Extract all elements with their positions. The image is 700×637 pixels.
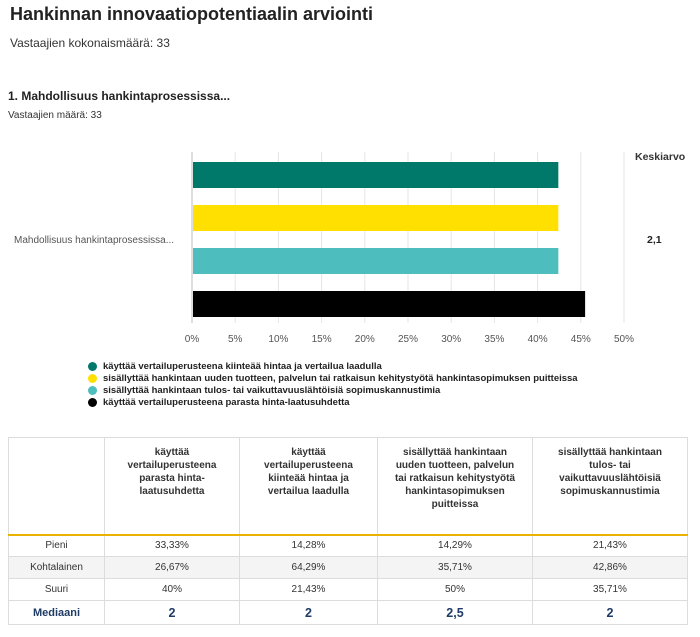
legend-swatch [88, 386, 97, 395]
bar-chart [0, 140, 700, 355]
table-cell: 26,67% [105, 557, 240, 579]
table-header-cell: sisällyttää hankintaan tulos- tai vaikuttavuuslähtöisiä sopimuskannustimia [533, 438, 688, 535]
median-label: Mediaani [9, 601, 105, 625]
x-tick-label: 5% [227, 334, 243, 345]
x-tick-label: 40% [527, 334, 548, 345]
question-respondents: Vastaajien määrä: 33 [8, 110, 102, 121]
average-header: Keskiarvo [635, 151, 686, 163]
x-tick-label: 50% [613, 334, 635, 345]
table-cell: 35,71% [378, 557, 533, 579]
x-tick-label: 0% [184, 334, 200, 345]
legend-item [88, 361, 578, 372]
category-label: Mahdollisuus hankintaprosessissa... [14, 235, 175, 246]
table-cell: 33,33% [105, 535, 240, 557]
legend-label: käyttää vertailuperusteena parasta hinta-laatusuhdetta [103, 397, 350, 408]
table-header-cell: sisällyttää hankintaan uuden tuotteen, palvelun tai ratkaisun kehitystyötä hankintasopimuksen puitteissa [378, 438, 533, 535]
table-header-cell [9, 438, 105, 535]
legend-swatch [88, 374, 97, 383]
results-table [8, 437, 688, 625]
bar [193, 205, 558, 231]
table-cell: 21,43% [533, 535, 688, 557]
x-tick-label: 45% [570, 334, 591, 345]
legend-label: sisällyttää hankintaan tulos- tai vaikuttavuuslähtöisiä sopimuskannustimia [103, 385, 441, 396]
row-label: Pieni [9, 535, 105, 557]
x-tick-label: 20% [354, 334, 375, 345]
legend-swatch [88, 362, 97, 371]
x-tick-label: 30% [441, 334, 462, 345]
median-value: 2 [533, 601, 688, 625]
table-row [9, 535, 688, 557]
legend-swatch [88, 398, 97, 407]
legend-label: sisällyttää hankintaan uuden tuotteen, palvelun tai ratkaisun kehitystyötä hankintasopimuksen puitteissa [103, 373, 578, 384]
average-value: 2,1 [647, 234, 662, 246]
x-tick-label: 35% [484, 334, 505, 345]
x-tick-label: 10% [268, 334, 289, 345]
table-header-row [9, 438, 688, 535]
x-tick-label: 15% [311, 334, 332, 345]
table-header-cell: käyttää vertailuperusteena kiinteää hintaa ja vertailua laadulla [240, 438, 378, 535]
row-label: Suuri [9, 579, 105, 601]
median-value: 2,5 [378, 601, 533, 625]
table-header-cell: käyttää vertailuperusteena parasta hinta-laatusuhdetta [105, 438, 240, 535]
legend-item [88, 385, 578, 396]
page-title: Hankinnan innovaatiopotentiaalin arviointi [10, 4, 374, 24]
table-cell: 21,43% [240, 579, 378, 601]
legend-label: käyttää vertailuperusteena kiinteää hintaa ja vertailua laadulla [103, 361, 382, 372]
question-title: 1. Mahdollisuus hankintaprosessissa... [8, 89, 231, 103]
table-cell: 64,29% [240, 557, 378, 579]
chart-legend [88, 361, 578, 409]
bar [193, 162, 558, 188]
bar [193, 291, 585, 317]
table-row [9, 579, 688, 601]
table-cell: 40% [105, 579, 240, 601]
total-respondents: Vastaajien kokonaismäärä: 33 [10, 36, 170, 50]
table-cell: 50% [378, 579, 533, 601]
bar [193, 248, 558, 274]
median-row [9, 601, 688, 625]
table-cell: 14,28% [240, 535, 378, 557]
median-value: 2 [240, 601, 378, 625]
median-value: 2 [105, 601, 240, 625]
legend-item [88, 397, 578, 408]
x-tick-label: 25% [397, 334, 419, 345]
table-cell: 14,29% [378, 535, 533, 557]
table-row [9, 557, 688, 579]
table-cell: 35,71% [533, 579, 688, 601]
legend-item [88, 373, 578, 384]
table-cell: 42,86% [533, 557, 688, 579]
row-label: Kohtalainen [9, 557, 105, 579]
